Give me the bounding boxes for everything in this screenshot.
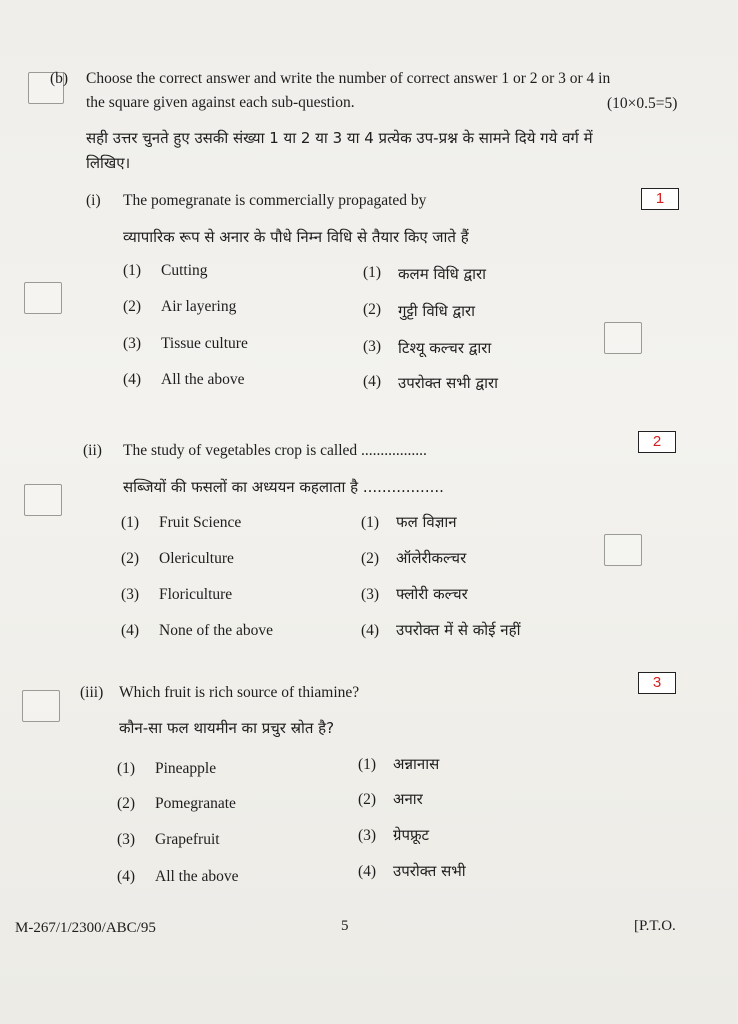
section-label: (b) — [50, 70, 69, 87]
option-number: (3) — [361, 586, 380, 603]
question-text-en: Which fruit is rich source of thiamine? — [119, 684, 360, 701]
instruction-hi-line-2: लिखिए। — [86, 154, 131, 172]
option-hi: उपरोक्त सभी — [393, 862, 466, 880]
option-hi: उपरोक्त में से कोई नहीं — [396, 621, 521, 639]
option-en: None of the above — [159, 622, 274, 639]
option-number: (4) — [363, 373, 382, 390]
option-en: Pomegranate — [155, 795, 236, 812]
pto-label: [P.T.O. — [634, 918, 676, 934]
option-en: Olericulture — [159, 550, 234, 567]
option-number: (1) — [363, 264, 382, 281]
option-number: (1) — [358, 756, 377, 773]
margin-box — [24, 282, 62, 314]
margin-box — [604, 534, 642, 566]
option-hi: गुट्टी विधि द्वारा — [398, 302, 476, 320]
option-hi: टिश्यू कल्चर द्वारा — [398, 339, 492, 357]
page-number: 5 — [341, 918, 349, 934]
option-en: Air layering — [161, 298, 237, 315]
option-number: (4) — [117, 868, 136, 885]
option-number: (1) — [121, 514, 140, 531]
option-number: (3) — [358, 827, 377, 844]
option-en: Floriculture — [159, 586, 233, 603]
question-text-hi: व्यापारिक रूप से अनार के पौधे निम्न विधि से तैयार किए जाते हैं — [123, 228, 469, 246]
margin-box — [24, 484, 62, 516]
option-number: (3) — [121, 586, 140, 603]
option-hi: फ्लोरी कल्चर — [396, 585, 468, 603]
option-hi: फल विज्ञान — [396, 513, 457, 531]
option-en: All the above — [161, 371, 245, 388]
margin-box — [604, 322, 642, 354]
answer-box[interactable]: 3 — [638, 672, 676, 694]
marks: (10×0.5=5) — [607, 95, 678, 112]
option-number: (2) — [363, 301, 382, 318]
question-number: (iii) — [80, 684, 104, 701]
instruction-en-line-1: Choose the correct answer and write the number of correct answer 1 or 2 or 3 or 4 in — [86, 70, 611, 87]
option-number: (2) — [117, 795, 136, 812]
answer-box[interactable]: 2 — [638, 431, 676, 453]
option-en: Fruit Science — [159, 514, 242, 531]
option-hi: ऑलेरीकल्चर — [396, 549, 467, 567]
option-number: (1) — [117, 760, 136, 777]
option-hi: अन्नानास — [393, 755, 440, 773]
option-en: All the above — [155, 868, 239, 885]
option-number: (2) — [123, 298, 142, 315]
option-hi: अनार — [393, 790, 423, 808]
option-number: (1) — [361, 514, 380, 531]
option-number: (4) — [123, 371, 142, 388]
option-en: Tissue culture — [161, 335, 248, 352]
option-number: (1) — [123, 262, 142, 279]
option-number: (2) — [361, 550, 380, 567]
option-hi: उपरोक्त सभी द्वारा — [398, 374, 498, 392]
option-number: (2) — [121, 550, 140, 567]
instruction-en-line-2: the square given against each sub-question. — [86, 94, 355, 111]
option-hi: ग्रेपफ्रूट — [393, 826, 430, 844]
option-number: (3) — [117, 831, 136, 848]
option-number: (2) — [358, 791, 377, 808]
question-number: (ii) — [83, 442, 102, 459]
instruction-hi-line-1: सही उत्तर चुनते हुए उसकी संख्या 1 या 2 या 3 या 4 प्रत्येक उप-प्रश्न के सामने दिये गये वर्ग में — [86, 129, 593, 147]
question-number: (i) — [86, 192, 101, 209]
option-en: Pineapple — [155, 760, 217, 777]
question-text-hi: कौन-सा फल थायमीन का प्रचुर स्रोत है? — [119, 719, 335, 737]
option-number: (4) — [121, 622, 140, 639]
question-text-en: The pomegranate is commercially propagated by — [123, 192, 427, 209]
question-text-en: The study of vegetables crop is called ................. — [123, 442, 427, 459]
option-number: (4) — [358, 863, 377, 880]
option-number: (4) — [361, 622, 380, 639]
option-number: (3) — [363, 338, 382, 355]
margin-box — [22, 690, 60, 722]
answer-box[interactable]: 1 — [641, 188, 679, 210]
option-en: Grapefruit — [155, 831, 220, 848]
option-hi: कलम विधि द्वारा — [398, 265, 487, 283]
option-en: Cutting — [161, 262, 208, 279]
question-text-hi: सब्जियों की फसलों का अध्ययन कहलाता है ................. — [123, 478, 444, 496]
paper-code: M-267/1/2300/ABC/95 — [15, 920, 156, 936]
option-number: (3) — [123, 335, 142, 352]
